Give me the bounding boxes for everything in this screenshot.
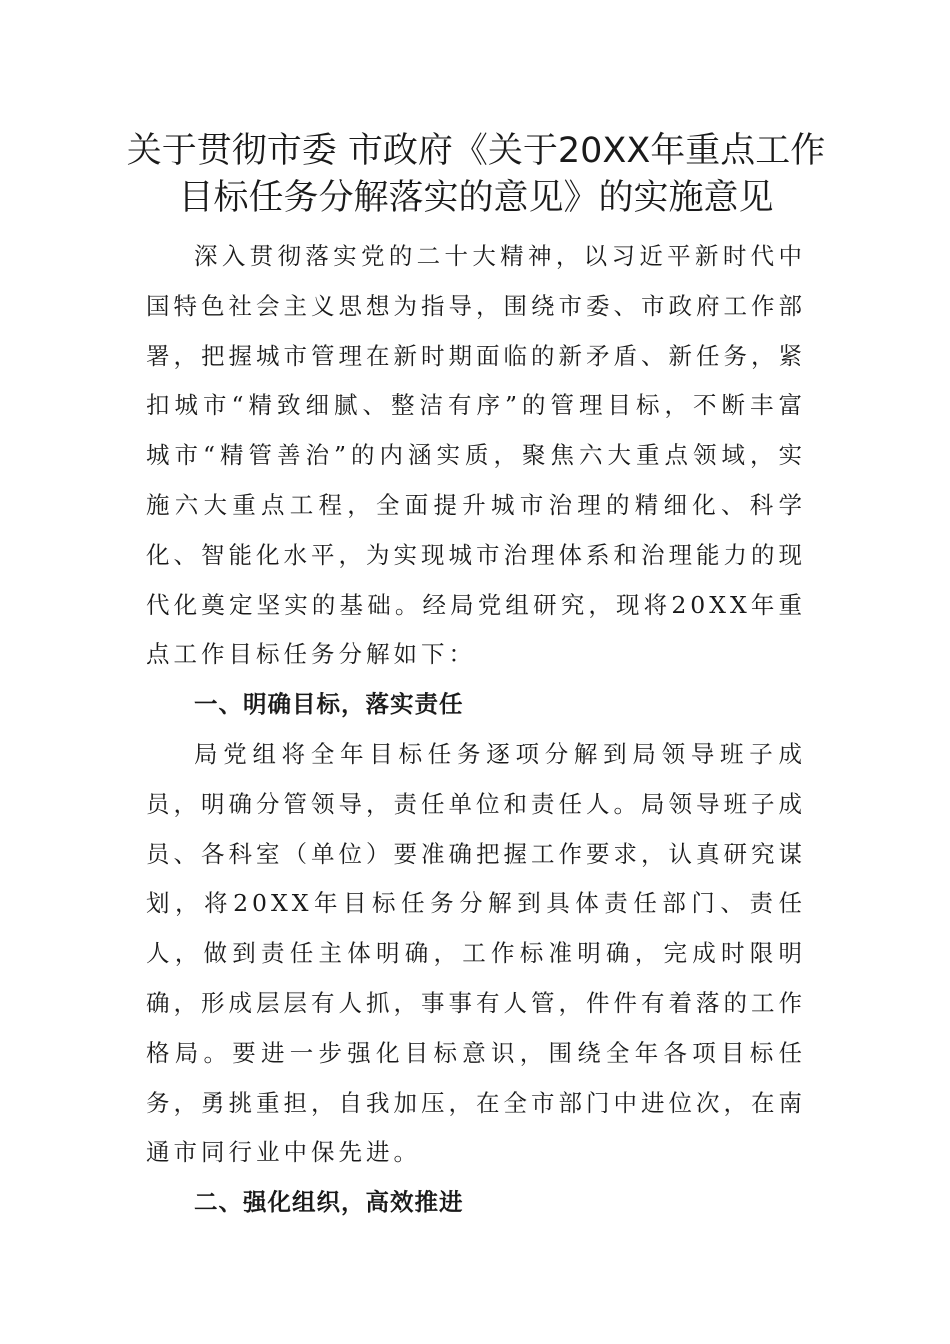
section-heading-2: 二、强化组织，高效推进 bbox=[194, 1188, 464, 1217]
section-heading-1: 一、明确目标，落实责任 bbox=[194, 690, 464, 719]
intro-paragraph: 深入贯彻落实党的二十大精神，以习近平新时代中国特色社会主义思想为指导，围绕市委、市政府工作部署，把握城市管理在新时期面临的新矛盾、新任务，紧扣城市“精致细腻、整洁有序”的管理目标，不断丰富城市“精管善治”的内涵实质，聚焦六大重点领域，实施六大重点工程，全面提升城市治理的精细化、科学化、智能化水平，为实现城市治理体系和治理能力的现代化奠定坚实的基础。经局党组研究，现将20XX年重点工作目标任务分解如下： bbox=[146, 242, 806, 669]
section-body-1: 局党组将全年目标任务逐项分解到局领导班子成员，明确分管领导，责任单位和责任人。局领导班子成员、各科室（单位）要准确把握工作要求，认真研究谋划，将20XX年目标任务分解到具体责任部门、责任人，做到责任主体明确，工作标准明确，完成时限明确，形成层层有人抓，事事有人管，件件有着落的工作格局。要进一步强化目标意识，围绕全年各项目标任务，勇挑重担，自我加压，在全市部门中进位次，在南通市同行业中保先进。 bbox=[146, 739, 806, 1167]
document-title: 关于贯彻市委 市政府《关于20XX年重点工作目标任务分解落实的意见》的实施意见 bbox=[126, 131, 826, 218]
document-page bbox=[126, 128, 826, 1228]
